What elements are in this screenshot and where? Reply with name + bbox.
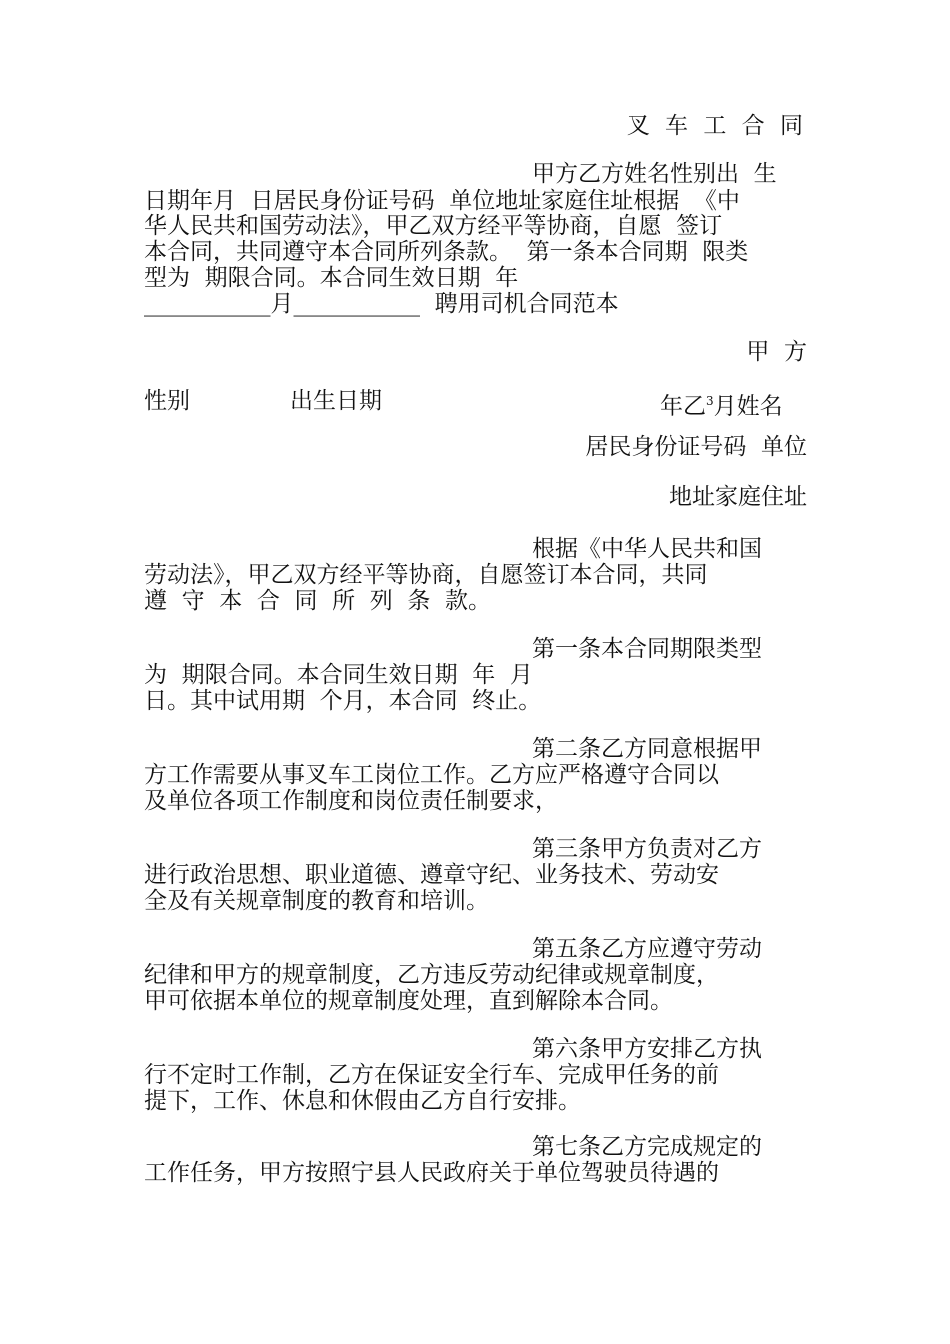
paragraph-line: 日。其中试用期 个月，本合同 终止。	[144, 688, 542, 714]
paragraph-first-line: 第一条本合同期限类型	[532, 636, 762, 662]
superscript-mark: 3	[706, 394, 714, 408]
intro-line-3: 华人民共和国劳动法》，甲乙双方经平等协商，自愿 签订	[144, 213, 723, 239]
year-party-b-label: 年乙	[660, 393, 706, 420]
paragraph-line: 进行政治思想、职业道德、遵章守纪、业务技术、劳动安	[144, 862, 719, 888]
name-label-row	[660, 388, 783, 421]
paragraph-first-line: 第七条乙方完成规定的	[532, 1134, 762, 1160]
paragraph-line: 行不定时工作制，乙方在保证安全行车、完成甲任务的前	[144, 1062, 719, 1088]
paragraph-first-line: 第六条甲方安排乙方执	[532, 1036, 762, 1062]
intro-line-4: 本合同，共同遵守本合同所列条款。 第一条本合同期 限类	[144, 239, 749, 265]
paragraph-first-line: 第五条乙方应遵守劳动	[532, 936, 762, 962]
intro-line-6: ___________月___________ 聘用司机合同范本	[144, 291, 619, 317]
paragraph-first-line: 根据《中华人民共和国	[532, 536, 762, 562]
address-label: 地址家庭住址	[669, 484, 807, 510]
month-name-label: 月姓名	[713, 393, 783, 420]
paragraph-line: 全及有关规章制度的教育和培训。	[144, 888, 489, 914]
gender-label: 性别	[144, 388, 190, 414]
intro-line-2: 日期年月 日居民身份证号码 单位地址家庭住址根据 《中	[144, 188, 740, 214]
paragraph-line: 提下，工作、休息和休假由乙方自行安排。	[144, 1088, 581, 1114]
paragraph-line: 遵 守 本 合 同 所 列 条 款。	[144, 588, 491, 614]
paragraph-line: 方工作需要从事叉车工岗位工作。乙方应严格遵守合同以	[144, 762, 719, 788]
intro-line-1: 甲方乙方姓名性别出 生	[532, 161, 777, 187]
paragraph-line: 纪律和甲方的规章制度，乙方违反劳动纪律或规章制度，	[144, 962, 719, 988]
id-number-label: 居民身份证号码 单位	[585, 434, 807, 460]
document-title: 叉 车 工 合 同	[626, 113, 807, 139]
paragraph-first-line: 第三条甲方负责对乙方	[532, 836, 762, 862]
paragraph-line: 工作任务，甲方按照宁县人民政府关于单位驾驶员待遇的	[144, 1160, 719, 1186]
intro-line-5: 型为 期限合同。本合同生效日期 年	[144, 265, 519, 291]
paragraph-line: 劳动法》，甲乙双方经平等协商，自愿签订本合同，共同	[144, 562, 708, 588]
paragraph-line: 甲可依据本单位的规章制度处理，直到解除本合同。	[144, 988, 673, 1014]
paragraph-line: 为 期限合同。本合同生效日期 年 月	[144, 662, 533, 688]
paragraph-first-line: 第二条乙方同意根据甲	[532, 736, 762, 762]
paragraph-line: 及单位各项工作制度和岗位责任制要求，	[144, 788, 558, 814]
birth-date-label: 出生日期	[290, 388, 382, 414]
party-a-heading: 甲 方	[746, 339, 807, 365]
